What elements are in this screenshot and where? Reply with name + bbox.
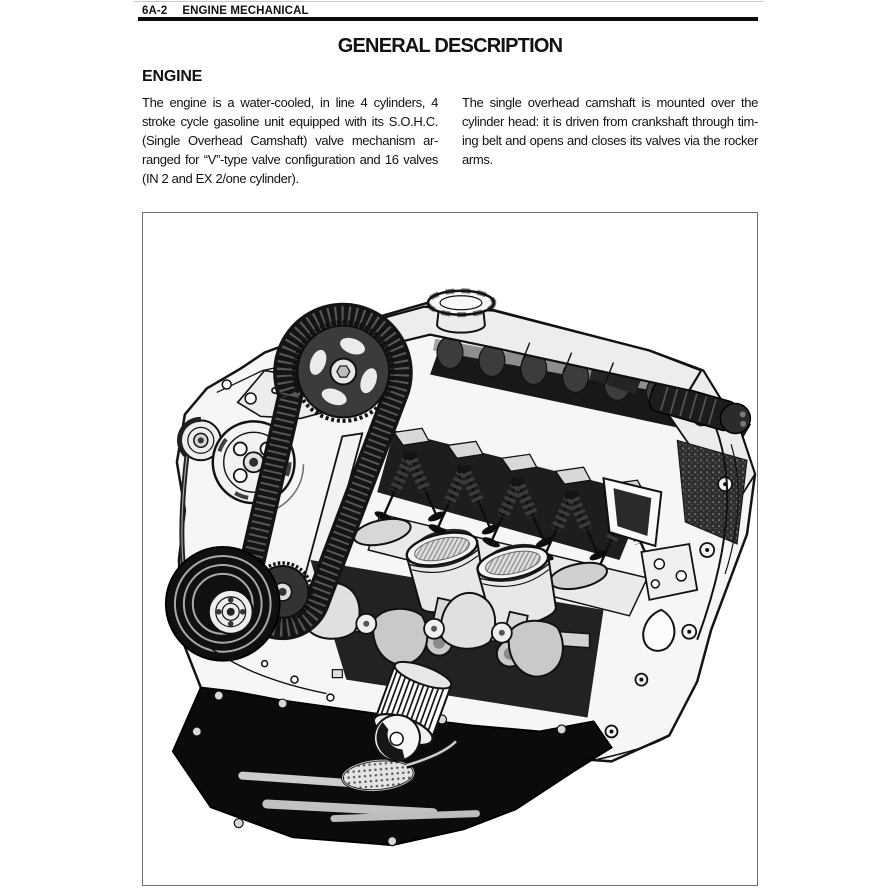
text-line: cylinder head: it is driven from crankshaft through tim- — [462, 114, 758, 129]
crankshaft-pulley — [166, 547, 280, 661]
page-title: GENERAL DESCRIPTION — [337, 35, 563, 57]
text-line: ing belt and opens and closes its valves via the rocker — [462, 133, 758, 148]
text-line: (IN 2 and EX 2/one cylinder). — [142, 171, 299, 186]
text-line: The engine is a water-cooled, in line 4 cylinders, 4 — [142, 95, 438, 110]
text-line: ranged for “V”-type valve configuration and 16 valves — [142, 152, 438, 167]
top-hairline — [134, 1, 764, 2]
engine-cutaway-illustration — [143, 213, 757, 885]
text-line: (Single Overhead Camshaft) valve mechanism ar- — [142, 133, 438, 148]
text-line: stroke cycle gasoline unit equipped with its S.O.H.C. — [142, 114, 438, 129]
section-title: ENGINE MECHANICAL — [182, 5, 309, 17]
oil-filler-cap — [428, 291, 494, 333]
engine-section-heading: ENGINE — [142, 68, 203, 85]
page-number: 6A-2 — [142, 5, 168, 17]
engine-figure-frame — [142, 212, 758, 886]
page-header — [142, 5, 309, 17]
text-line: arms. — [462, 152, 493, 167]
text-line: The single overhead camshaft is mounted over the — [462, 95, 758, 110]
header-rule — [138, 17, 758, 21]
right-text-column — [462, 93, 758, 169]
left-text-column — [142, 93, 438, 188]
